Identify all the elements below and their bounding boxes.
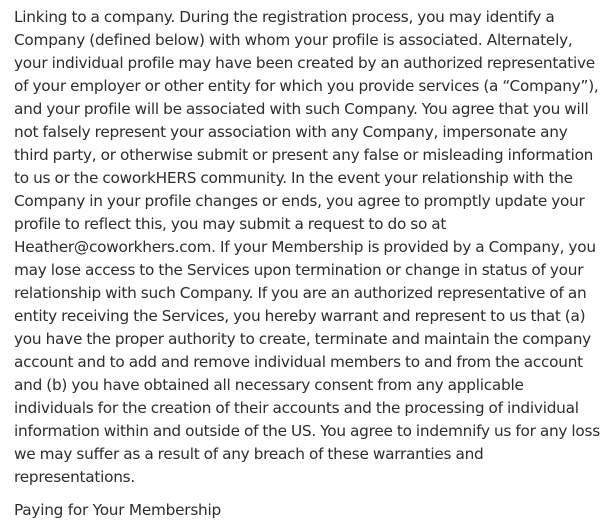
paying-for-membership-heading: Paying for Your Membership: [14, 501, 221, 519]
linking-to-company-paragraph: Linking to a company. During the registration process, you may identify a Company (defined below) with whom your profile is associated. Alternately, your individual profile may have been created by an authorized representative of your employer or other entity for which you provide services (a “Company”), and your profile will be associated with such Company. You agree that you will not falsely represent your association with any Company, impersonate any third party, or otherwise submit or present any false or misleading information to us or the coworkHERS community. In the event your relationship with the Company in your profile changes or ends, you agree to promptly update your profile to reflect this, you may submit a request to do so at Heather@coworkhers.com. If your Membership is provided by a Company, you may lose access to the Services upon termination or change in status of your relationship with such Company. If you are an authorized representative of an entity receiving the Services, you hereby warrant and represent to us that (a) you have the proper authority to create, terminate and maintain the company account and to add and remove individual members to and from the account and (b) you have obtained all necessary consent from any applicable individuals for the creation of their accounts and the processing of individual information within and outside of the US. You agree to indemnify us for any loss we may suffer as a result of any breach of these warranties and representations.: [14, 8, 600, 486]
terms-document: [14, 6, 600, 522]
